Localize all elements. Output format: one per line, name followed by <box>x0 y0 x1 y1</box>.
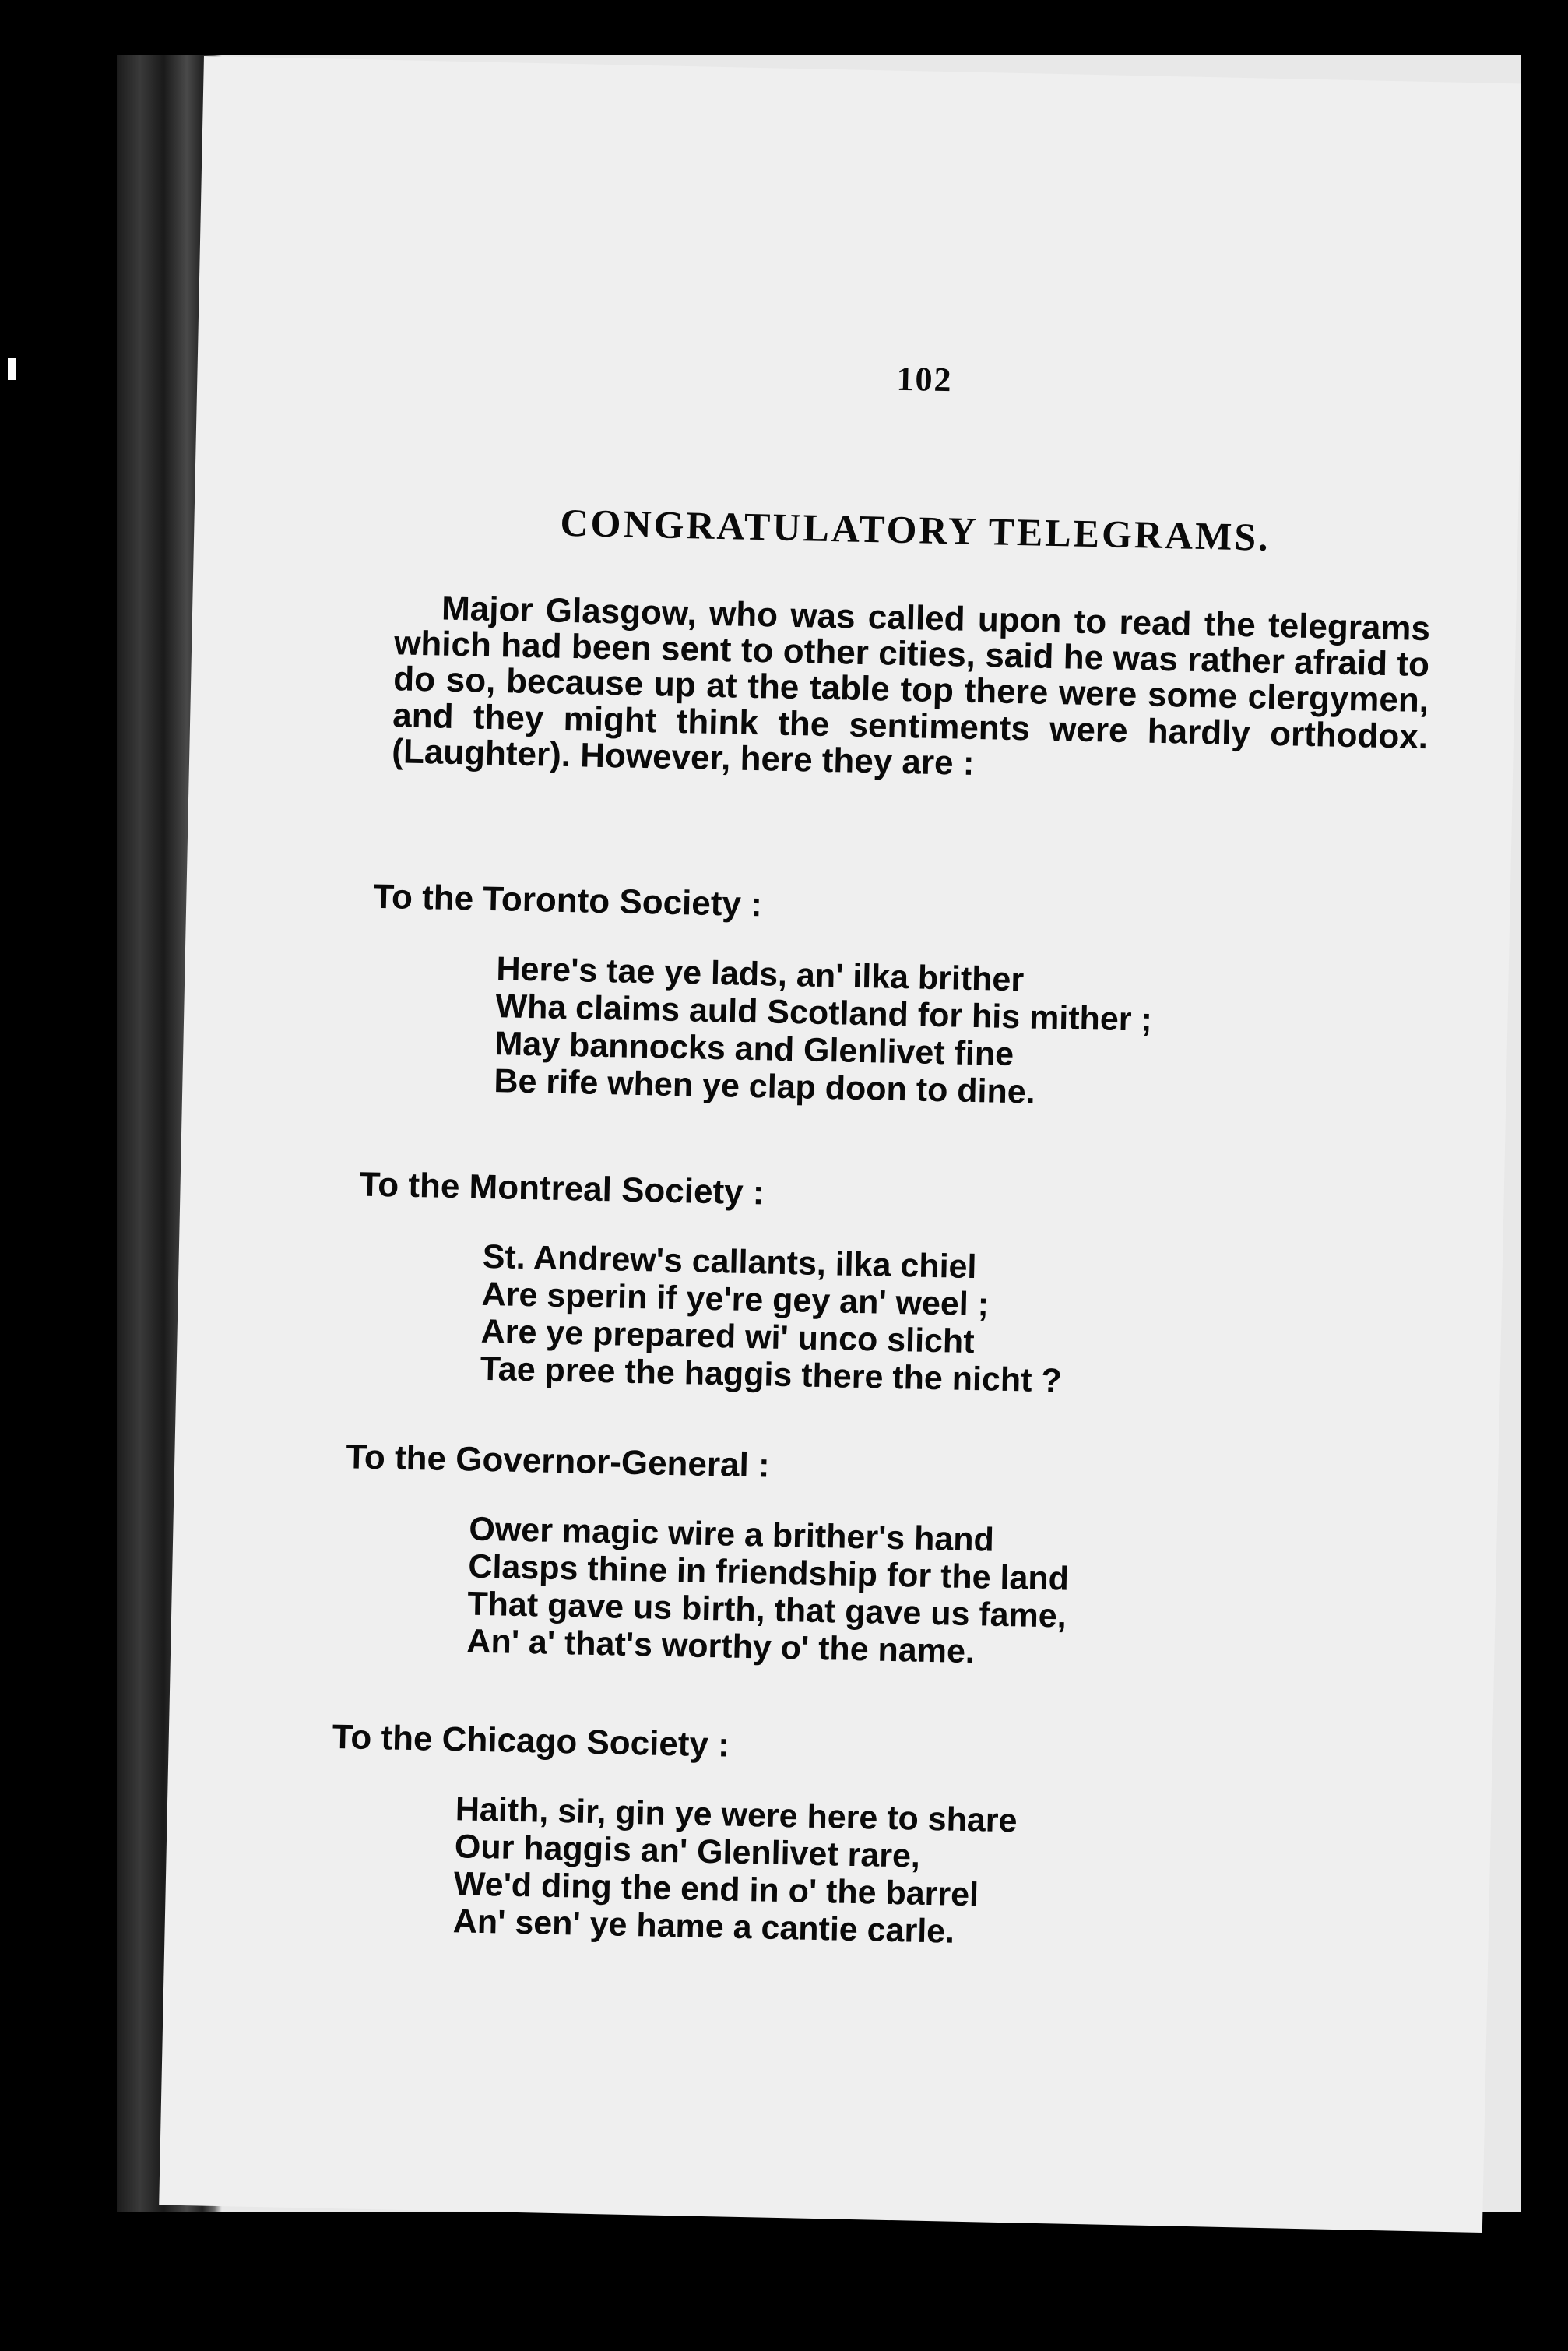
telegram-chicago <box>328 1718 1422 1961</box>
verse-line: Are ye prepared wi' unco slicht <box>480 1313 976 1361</box>
page-number: 102 <box>896 359 954 399</box>
verse-line: Here's tae ye lads, an' ilka brither <box>496 950 1025 999</box>
scan-right-border <box>1521 0 1568 2351</box>
telegram-toronto <box>369 878 1464 1121</box>
telegram-montreal <box>355 1166 1450 1409</box>
verse <box>466 1511 1435 1681</box>
intro-paragraph: Major Glasgow, who was called upon to read the telegrams which had been sent to other cities, said he was rather afraid to do so, because up at the table top there were some clergymen, and they might think the sentiments were hardly orthodox. (Laughter). However, here they are : <box>391 589 1431 783</box>
verse-line: Wha claims auld Scotland for his mither ; <box>495 987 1153 1039</box>
scan-margin-mark <box>8 358 16 380</box>
verse-line: An' sen' ye hame a cantie carle. <box>452 1902 955 1952</box>
verse-line: St. Andrew's callants, ilka chiel <box>482 1237 977 1286</box>
verse-line: Be rife when ye clap doon to dine. <box>494 1062 1036 1112</box>
verse-line: Our haggis an' Glenlivet rare, <box>454 1828 921 1875</box>
verse-line: That gave us birth, that gave us fame, <box>466 1585 1067 1635</box>
verse <box>494 950 1462 1121</box>
verse-line: We'd ding the end in o' the barrel <box>453 1865 979 1914</box>
verse-line: Tae pree the haggis there the nicht ? <box>480 1350 1063 1400</box>
verse-line: Clasps thine in friendship for the land <box>467 1547 1070 1598</box>
recipient-label: To the Chicago Society : <box>332 1717 730 1765</box>
recipient-label: To the Governor-General : <box>345 1438 771 1485</box>
recipient-label: To the Montreal Society : <box>359 1165 765 1212</box>
verse-line: An' a' that's worthy o' the name. <box>466 1622 976 1671</box>
verse-line: Ower magic wire a brither's hand <box>468 1510 995 1559</box>
recipient-label: To the Toronto Society : <box>372 877 763 924</box>
verse-line: Haith, sir, gin ye were here to share <box>455 1790 1018 1840</box>
verse <box>480 1238 1448 1409</box>
book-page <box>159 56 1527 2233</box>
page-title: CONGRATULATORY TELEGRAMS. <box>559 500 1271 559</box>
telegram-governor-general <box>342 1438 1436 1681</box>
verse <box>452 1790 1421 1961</box>
verse-line: May bannocks and Glenlivet fine <box>494 1025 1014 1074</box>
verse-line: Are sperin if ye're gey an' weel ; <box>481 1275 990 1324</box>
